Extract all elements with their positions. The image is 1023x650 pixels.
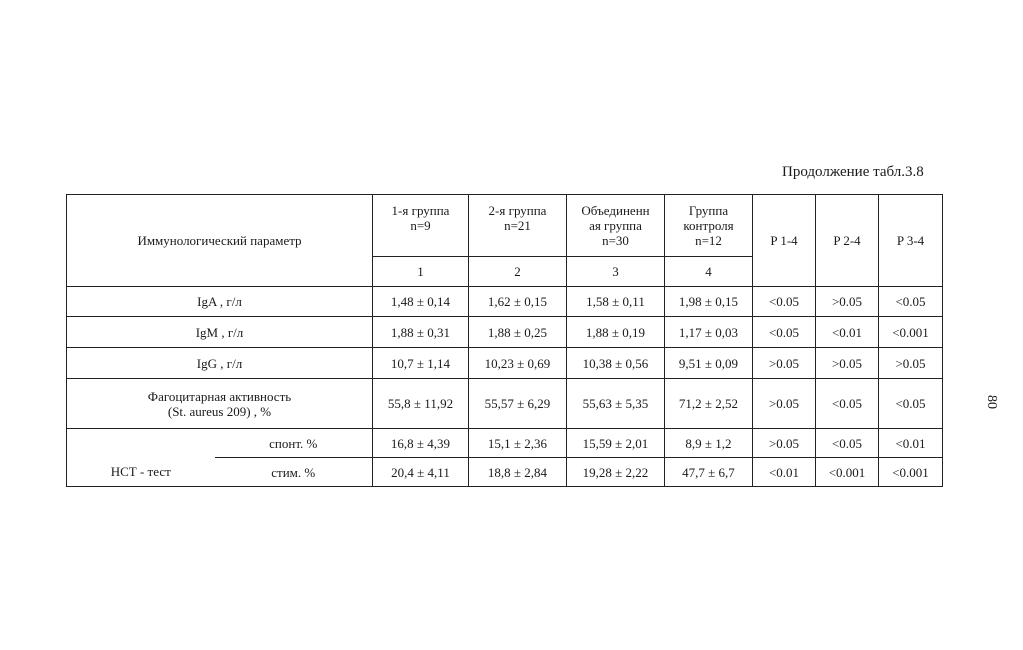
group-header-line: 1-я группа (391, 203, 450, 218)
p-value: <0.01 (816, 317, 879, 348)
cell-value: 10,23 ± 0,69 (469, 348, 567, 379)
row-label: IgM , г/л (67, 317, 373, 348)
page-number: 80 (984, 395, 999, 409)
cell-value: 1,58 ± 0,11 (567, 287, 665, 317)
group-header-line: Группа (688, 203, 729, 218)
p-value: >0.05 (816, 287, 879, 317)
group-header-line: ая группа (589, 218, 642, 233)
cell-value: 18,8 ± 2,84 (469, 458, 567, 487)
table-row (67, 348, 943, 379)
table-row (67, 287, 943, 317)
cell-value: 55,57 ± 6,29 (469, 379, 567, 429)
cell-value: 16,8 ± 4,39 (373, 429, 469, 458)
row-sub-label: стим. % (215, 458, 373, 487)
group-number: 2 (469, 257, 567, 287)
p-value: <0.05 (879, 287, 943, 317)
cell-value: 55,8 ± 11,92 (373, 379, 469, 429)
p-value: <0.01 (753, 458, 816, 487)
p-value: >0.05 (879, 348, 943, 379)
cell-value: 19,28 ± 2,22 (567, 458, 665, 487)
cell-value: 15,1 ± 2,36 (469, 429, 567, 458)
group-header-line: n=12 (695, 233, 722, 248)
group-header-3 (567, 195, 665, 257)
p-value: <0.05 (753, 287, 816, 317)
nct-label-spacer (67, 429, 215, 458)
p-header-1-4: P 1-4 (753, 195, 816, 287)
cell-value: 15,59 ± 2,01 (567, 429, 665, 458)
group-header-1 (373, 195, 469, 257)
p-value: <0.05 (753, 317, 816, 348)
row-label: IgA , г/л (67, 287, 373, 317)
cell-value: 20,4 ± 4,11 (373, 458, 469, 487)
cell-value: 1,48 ± 0,14 (373, 287, 469, 317)
p-value: <0.05 (816, 379, 879, 429)
row-label: НСТ - тест (67, 458, 215, 487)
group-number: 3 (567, 257, 665, 287)
cell-value: 1,88 ± 0,19 (567, 317, 665, 348)
row-label (67, 379, 373, 429)
p-value: >0.05 (753, 429, 816, 458)
table-caption: Продолжение табл.3.8 (782, 164, 924, 180)
cell-value: 9,51 ± 0,09 (665, 348, 753, 379)
p-value: >0.05 (816, 348, 879, 379)
row-label-line: (St. aureus 209) , % (167, 403, 272, 419)
cell-value: 1,88 ± 0,31 (373, 317, 469, 348)
row-label-line: Фагоцитарная активность (147, 388, 292, 404)
cell-value: 1,88 ± 0,25 (469, 317, 567, 348)
group-number: 4 (665, 257, 753, 287)
group-header-line: n=30 (602, 233, 629, 248)
cell-value: 1,17 ± 0,03 (665, 317, 753, 348)
group-header-line: Объединенн (581, 203, 650, 218)
group-header-2 (469, 195, 567, 257)
cell-value: 1,62 ± 0,15 (469, 287, 567, 317)
p-value: >0.05 (753, 379, 816, 429)
p-value: <0.05 (879, 379, 943, 429)
cell-value: 8,9 ± 1,2 (665, 429, 753, 458)
group-number: 1 (373, 257, 469, 287)
p-value: <0.05 (816, 429, 879, 458)
group-header-line: контроля (683, 218, 734, 233)
cell-value: 71,2 ± 2,52 (665, 379, 753, 429)
p-value: <0.001 (879, 458, 943, 487)
immunology-table (66, 194, 943, 487)
group-header-line: n=21 (504, 218, 531, 233)
cell-value: 47,7 ± 6,7 (665, 458, 753, 487)
group-header-4 (665, 195, 753, 257)
cell-value: 55,63 ± 5,35 (567, 379, 665, 429)
cell-value: 10,38 ± 0,56 (567, 348, 665, 379)
cell-value: 10,7 ± 1,14 (373, 348, 469, 379)
table-row (67, 458, 943, 487)
p-value: <0.001 (816, 458, 879, 487)
table-row (67, 379, 943, 429)
row-sub-label: спонт. % (215, 429, 373, 458)
group-header-line: n=9 (410, 218, 431, 233)
p-value: >0.05 (753, 348, 816, 379)
p-header-3-4: P 3-4 (879, 195, 943, 287)
table-row (67, 429, 943, 458)
row-label: IgG , г/л (67, 348, 373, 379)
group-header-line: 2-я группа (488, 203, 547, 218)
param-header: Иммунологический параметр (67, 195, 373, 287)
p-value: <0.001 (879, 317, 943, 348)
p-header-2-4: P 2-4 (816, 195, 879, 287)
p-value: <0.01 (879, 429, 943, 458)
table-row (67, 317, 943, 348)
cell-value: 1,98 ± 0,15 (665, 287, 753, 317)
